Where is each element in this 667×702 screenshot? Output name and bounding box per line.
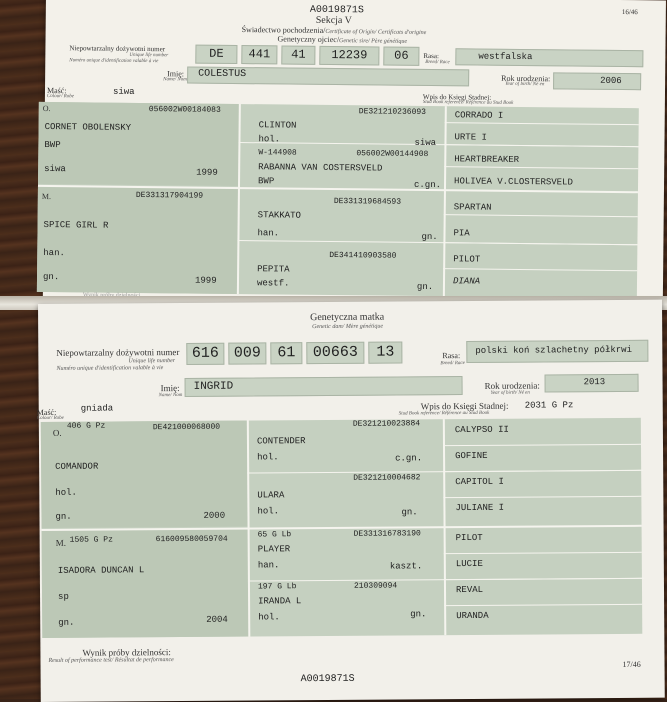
colour-value: gniada bbox=[80, 403, 114, 414]
breed-label: Rasa: bbox=[423, 51, 439, 61]
birth-year-label: Rok urodzenia: bbox=[501, 73, 551, 84]
sire-dam-name: RABANNA VAN COSTERSVELD bbox=[258, 162, 383, 174]
sire-name: CORNET OBOLENSKY bbox=[44, 121, 132, 133]
ueln-label: Niepowtarzalny dożywotni numer bbox=[56, 347, 180, 358]
ueln-part: 13 bbox=[368, 341, 402, 363]
studbook-label: Wpis do Księgi Stadnej: bbox=[420, 400, 509, 412]
ueln-part: 009 bbox=[228, 342, 266, 364]
sire-certificate-page: A0019871S 16/46 Sekcja V Świadectwo pochodzenia/Certificate of Origin/ Certificats d'origine Genetyczny ojciec/Genetic sire/ Père génétique Niepowtarzalny dożywotni numer Unique life number Numéro unique d'identification valable à vie DE 441 41 12239 06 Rasa: Breed/ Race westfalska Imię: Name/ Nom COLESTUS Rok urodzenia: Year of birth/ Né en 2006 Maść: Colour/ Robe siwa Wpis do Księgi Stadnej: Stud Book reference/ Référence au Stud Book O. 056002W00184083 CORNET OBOLENSKY BWP siwa 1999 DE321210236093 CLINTON hol. siwa W-144908 056002W00144908 RABANNA VAN COSTERSVELD BWP c.gn. CORRADO I URTE I HEARTBREAKER HOLIVEA V.CLOSTERSVELD M. DE331317904199 SPICE GIRL R han. gn. 1999 DE331319684593 STAKKATO han. gn. DE341410903580 PEPITA westf. gn. SPARTAN PIA PILOT DIANA bbox=[43, 0, 666, 306]
ueln-part: 06 bbox=[383, 47, 419, 66]
ueln-part: 12239 bbox=[319, 46, 379, 66]
dam-sire-name: STAKKATO bbox=[257, 210, 301, 221]
sire-id: DE421000068000 bbox=[152, 422, 221, 433]
dam-dam-sire-name: PLAYER bbox=[257, 544, 291, 555]
ueln-part: DE bbox=[195, 45, 237, 64]
ueln-part: 00663 bbox=[306, 342, 364, 364]
certificate-title: Świadectwo pochodzenia/Certificate of Origin/ Certificats d'origine bbox=[241, 25, 427, 36]
dam-dam-dam-name: IRANDA L bbox=[258, 596, 302, 607]
studbook-value: 2031 G Pz bbox=[524, 400, 574, 411]
dam-certificate-page: Genetyczna matka Genetic dam/ Mère génétique Niepowtarzalny dożywotni numer Unique life number Numéro unique d'identification valable à vie 616 009 61 00663 13 Rasa: Breed/ Race polski koń szlachetny półkrwi Imię: Name/ Nom INGRID Rok urodzenia: Year of birth/ Né en 2013 Maść: Colour/ Robe gniada Wpis do Księgi Stadnej: Stud Book reference/ Référence au Stud Book 2031 G Pz O. 406 G Pz DE421000068000 COMANDOR hol. gn. 2000 DE321210023884 CONTENDER hol. c.gn. DE321210004682 ULARA hol. gn. CALYPSO II GOFINE CAPITOL I JULIANE I M. 1505 G Pz 616009580059704 ISADORA DUNCAN L sp gn. 2004 65 G Lb DE331316783190 PLAYER han. kaszt. 197 G Lb 210309094 IRANDA L hol. gn. PILOT LUCIE REVAL URANDA Wynik próby dzielności: Result of performance test/ Résultat de performance A0019871S 17/46 bbox=[38, 300, 665, 702]
performance-label: Wynik próby dzielności: bbox=[82, 647, 171, 658]
dam-sire-dam-name: ULARA bbox=[257, 490, 285, 501]
ueln-part: 41 bbox=[281, 45, 315, 64]
ueln-part: 61 bbox=[270, 342, 302, 364]
colour-label: Maść: bbox=[46, 86, 67, 96]
dam-name: SPICE GIRL R bbox=[43, 219, 109, 231]
dam-sire-sire-name: CONTENDER bbox=[256, 436, 306, 447]
breed-field: westfalska bbox=[455, 48, 643, 67]
dam-id: 616009580059704 bbox=[155, 534, 228, 545]
name-field: COLESTUS bbox=[187, 66, 469, 86]
breed-field: polski koń szlachetny półkrwi bbox=[466, 340, 648, 363]
name-label: Imię: bbox=[160, 383, 180, 394]
ueln-label: Niepowtarzalny dożywotni numer bbox=[69, 44, 166, 54]
dam-dam-name: PEPITA bbox=[257, 264, 290, 275]
page-number: 17/46 bbox=[622, 659, 641, 669]
section-title: Sekcja V bbox=[315, 14, 352, 27]
sire-id: 056002W00184083 bbox=[148, 105, 221, 115]
page-title: Genetyczna matka bbox=[310, 311, 385, 324]
studbook-label: Wpis do Księgi Stadnej: bbox=[422, 92, 492, 102]
ueln-part: 441 bbox=[241, 45, 277, 64]
serial-number: A0019871S bbox=[300, 673, 355, 686]
colour-label: Maść: bbox=[36, 407, 57, 418]
birth-year-field: 2006 bbox=[553, 72, 641, 90]
ueln-part: 616 bbox=[186, 343, 224, 365]
parent-label: Genetyczny ojciec/Genetic sire/ Père génétique bbox=[277, 34, 408, 45]
birth-year-label: Rok urodzenia: bbox=[484, 380, 540, 391]
dam-id: DE331317904199 bbox=[135, 190, 204, 201]
breed-label: Rasa: bbox=[442, 351, 461, 361]
name-field: INGRID bbox=[185, 376, 463, 397]
sire-name: COMANDOR bbox=[55, 461, 99, 472]
page-number: 16/46 bbox=[621, 8, 638, 17]
serial-number: A0019871S bbox=[309, 4, 364, 17]
name-label: Imię: bbox=[167, 69, 185, 79]
birth-year-field: 2013 bbox=[545, 374, 639, 393]
sire-sire-name: CLINTON bbox=[258, 120, 297, 131]
colour-value: siwa bbox=[112, 86, 135, 97]
dam-name: ISADORA DUNCAN L bbox=[57, 565, 145, 576]
